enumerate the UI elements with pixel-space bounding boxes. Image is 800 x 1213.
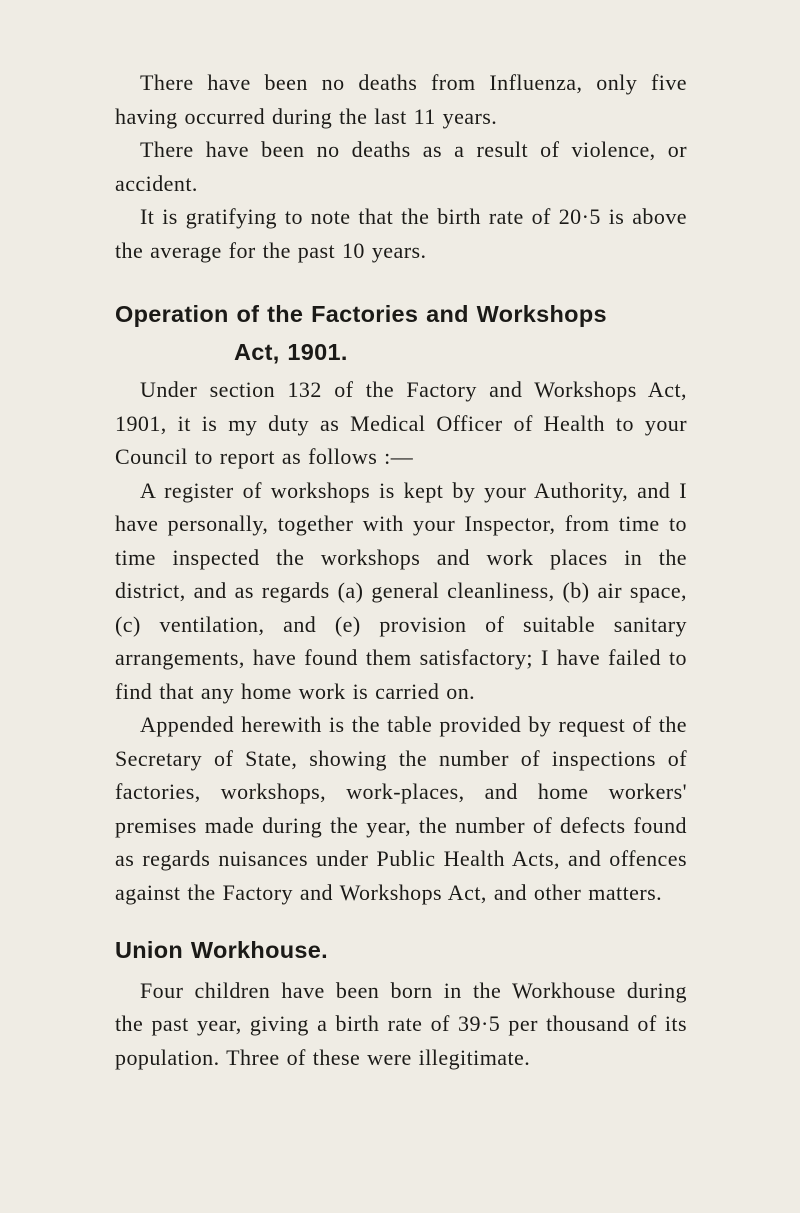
factories-heading-line2: Act, 1901. — [234, 339, 348, 365]
document-page — [115, 66, 687, 1074]
paragraph-birth-rate: It is gratifying to note that the birth rate of 20·5 is above the average for the past 10 years. — [115, 204, 687, 263]
paragraph-appended-table: Appended herewith is the table provided by request of the Secretary of State, showing the number of inspections of factories, workshops, work-places, and home workers' premises made during the year, the number of defects found as regards nuisances under Public Health Acts, and offences against the Factory and Workshops Act, and other matters. — [115, 712, 687, 905]
factories-heading-line1: Operation of the Factories and Workshops — [115, 301, 607, 327]
paragraph-workhouse-births: Four children have been born in the Workhouse during the past year, giving a birth rate of 39·5 per thousand of its population. Three of these were illegitimate. — [115, 977, 687, 1070]
paragraph-influenza: There have been no deaths from Influenza, only five having occurred during the last 11 years. — [115, 70, 687, 129]
factories-heading — [115, 297, 687, 369]
workhouse-heading: Union Workhouse. — [115, 937, 328, 963]
paragraph-register: A register of workshops is kept by your Authority, and I have personally, together with your Inspector, from time to time inspected the workshops and work places in the district, and as regards (a) general cleanliness, (b) air space, (c) ventilation, and (e) provision of suitable sanitary arrangements, have found them satisfactory; I have failed to find that any home work is carried on. — [115, 477, 687, 704]
paragraph-section-132: Under section 132 of the Factory and Workshops Act, 1901, it is my duty as Medical Officer of Health to your Council to report as follows :— — [115, 377, 687, 469]
paragraph-violence: There have been no deaths as a result of violence, or accident. — [115, 137, 687, 196]
